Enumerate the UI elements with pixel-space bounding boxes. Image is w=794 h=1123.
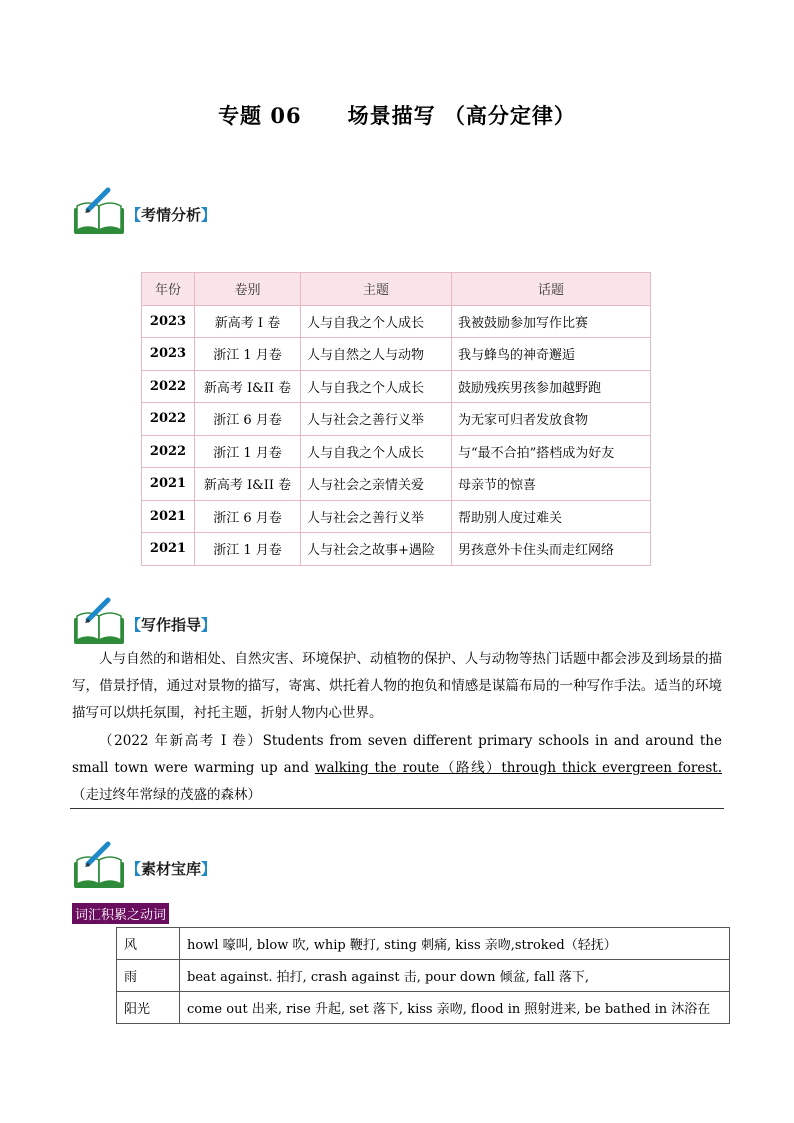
cell-topic: 与“最不合拍”搭档成为好友 [452,435,651,468]
book-pen-icon [72,186,126,236]
table-row [142,338,651,371]
table-row [142,533,651,566]
guide-example: （2022 年新高考 I 卷）Students from seven different primary schools in and around the small town were warming up and walking the route（路线）through thick evergreen forest.（走过终年常绿的茂盛的森林） [72,733,723,803]
table-row [142,468,651,501]
cell-year: 2021 [142,500,195,533]
book-pen-icon [72,840,126,890]
cell-paper: 新高考 I 卷 [195,305,301,338]
table-row [142,403,651,436]
cell-paper: 浙江 6 月卷 [195,403,301,436]
title-text: 场景描写 （高分定律） [347,103,576,128]
cell-topic: 我与蜂鸟的神奇邂逅 [452,338,651,371]
cell-topic: 母亲节的惊喜 [452,468,651,501]
cell-paper: 浙江 1 月卷 [195,435,301,468]
cell-theme: 人与社会之善行义举 [301,403,452,436]
book-pen-icon [72,596,126,646]
title-number: 专题 06 [218,103,302,128]
cell-paper: 浙江 6 月卷 [195,500,301,533]
cell-paper: 新高考 I&II 卷 [195,370,301,403]
guide-paragraph: 人与自然的和谐相处、自然灾害、环境保护、动植物的保护、人与动物等热门话题中都会涉及到场景的描写，借景抒情，通过对景物的描写，寄寓、烘托着人物的抱负和情感是谋篇布局的一种写作手法。适当的环境描写可以烘托氛围，衬托主题，折射人物内心世界。 [72,651,722,721]
header-theme: 主题 [301,273,452,306]
vocab-value: howl 嚎叫, blow 吹, whip 鞭打, sting 刺痛, kiss 亲吻,stroked（轻抚） [180,928,730,960]
cell-theme: 人与社会之亲情关爱 [301,468,452,501]
cell-theme: 人与自我之个人成长 [301,435,452,468]
table-row [117,960,730,992]
cell-topic: 男孩意外卡住头而走红网络 [452,533,651,566]
cell-topic: 帮助别人度过难关 [452,500,651,533]
cell-paper: 浙江 1 月卷 [195,338,301,371]
vocab-value: beat against. 拍打, crash against 击, pour down 倾盆, fall 落下, [180,960,730,992]
table-row [117,928,730,960]
underlined-example: walking the route（路线）through thick evergreen forest. [314,760,723,776]
header-topic: 话题 [452,273,651,306]
cell-year: 2022 [142,370,195,403]
divider [70,808,724,809]
cell-topic: 为无家可归者发放食物 [452,403,651,436]
cell-year: 2023 [142,305,195,338]
cell-paper: 新高考 I&II 卷 [195,468,301,501]
cell-theme: 人与自我之个人成长 [301,370,452,403]
vocab-table [116,927,730,1024]
section-label: 【写作指导】 [126,616,217,634]
section-label: 【考情分析】 [126,206,217,224]
cell-year: 2022 [142,435,195,468]
cell-paper: 浙江 1 月卷 [195,533,301,566]
table-row [142,370,651,403]
cell-theme: 人与自我之个人成长 [301,305,452,338]
cell-theme: 人与自然之人与动物 [301,338,452,371]
table-row [117,992,730,1024]
header-year: 年份 [142,273,195,306]
cell-year: 2023 [142,338,195,371]
exam-table [141,272,651,566]
vocab-key: 雨 [117,960,180,992]
vocab-value: come out 出来, rise 升起, set 落下, kiss 亲吻, flood in 照射进来, be bathed in 沐浴在 [180,992,730,1024]
cell-year: 2021 [142,468,195,501]
section-label: 【素材宝库】 [126,860,217,878]
table-row [142,500,651,533]
table-row [142,305,651,338]
table-row [142,435,651,468]
vocab-key: 阳光 [117,992,180,1024]
vocab-tag: 词汇积累之动词 [72,903,169,924]
cell-theme: 人与社会之善行义举 [301,500,452,533]
cell-topic: 鼓励残疾男孩参加越野跑 [452,370,651,403]
cell-year: 2022 [142,403,195,436]
vocab-key: 风 [117,928,180,960]
page-title [0,100,794,130]
cell-year: 2021 [142,533,195,566]
header-paper: 卷别 [195,273,301,306]
cell-theme: 人与社会之故事+遇险 [301,533,452,566]
table-header-row [142,273,651,306]
cell-topic: 我被鼓励参加写作比赛 [452,305,651,338]
